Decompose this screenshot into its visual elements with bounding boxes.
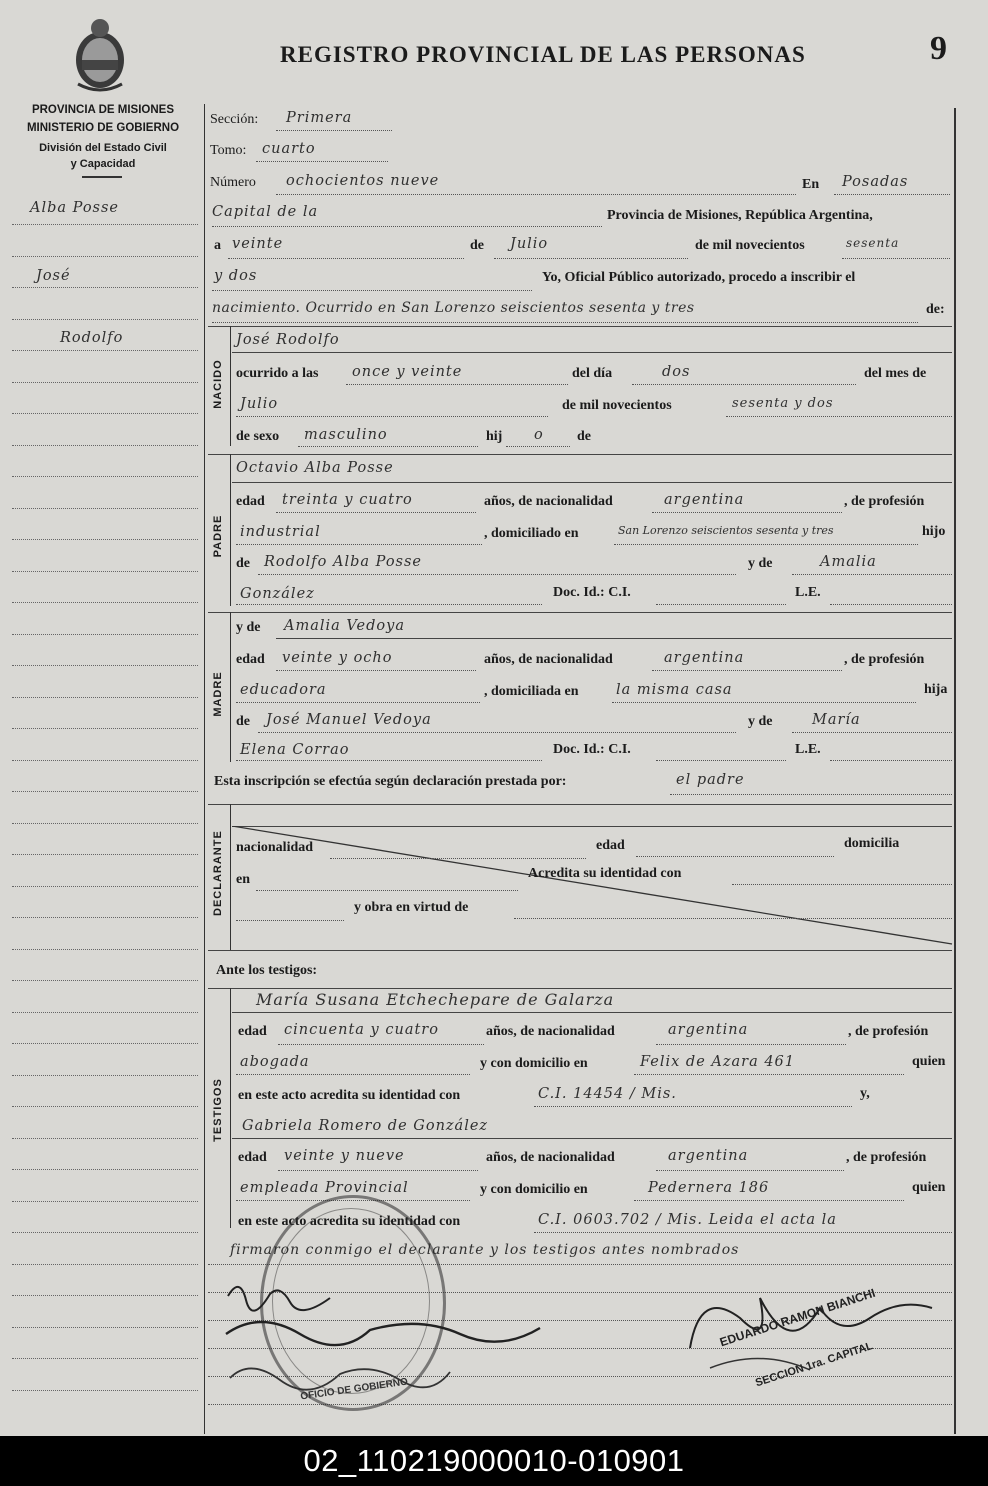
margin-line <box>12 728 198 729</box>
ministry-header: MINISTERIO DE GOBIERNO <box>26 122 180 134</box>
margin-line <box>12 1075 198 1076</box>
padre-doc-label: Doc. Id.: C.I. <box>553 585 631 600</box>
declarante-side-label: DECLARANTE <box>212 830 224 916</box>
t2-doc: C.I. 0603.702 / Mis. Leida el acta la <box>538 1212 837 1228</box>
t1-prof: abogada <box>240 1054 310 1070</box>
declarante-edad-label: edad <box>596 838 625 853</box>
declarante-nac-label: nacionalidad <box>236 840 314 855</box>
de2-label: de: <box>926 302 945 317</box>
madre-doc-label: Doc. Id.: C.I. <box>553 742 631 757</box>
hora-value: once y veinte <box>352 364 463 380</box>
t1-name: María Susana Etchechepare de Galarza <box>256 990 615 1009</box>
t1-nac: argentina <box>668 1022 749 1038</box>
officer-signature <box>670 1278 940 1398</box>
margin-line <box>12 256 198 257</box>
officer-stamp-section: SECCION 1ra. CAPITAL <box>754 1340 875 1390</box>
declaracion-label: Esta inscripción se efectúa según declaración prestada por: <box>214 774 567 789</box>
signature-scribbles <box>220 1276 560 1406</box>
page-title: REGISTRO PROVINCIAL DE LAS PERSONAS <box>280 42 806 67</box>
a-label: a <box>214 238 221 253</box>
margin-line <box>12 760 198 761</box>
margin-line <box>12 382 198 383</box>
padre-nac: argentina <box>664 492 745 508</box>
day-value: veinte <box>232 236 284 252</box>
margin-line <box>12 1358 198 1359</box>
margin-line <box>12 823 198 824</box>
madre-de-label: de <box>236 714 250 729</box>
en-value: Posadas <box>842 174 909 190</box>
t1-nac-label: años, de nacionalidad <box>486 1024 615 1039</box>
t2-name: Gabriela Romero de González <box>242 1118 489 1134</box>
mes-label: del mes de <box>864 366 927 381</box>
seccion-value: Primera <box>286 110 353 126</box>
t1-acred-label: en este acto acredita su identidad con <box>238 1088 461 1103</box>
margin-line <box>12 697 198 698</box>
province-header: PROVINCIA DE MISIONES <box>31 104 175 116</box>
t1-doc: C.I. 14454 / Mis. <box>538 1086 677 1102</box>
t2-edad-label: edad <box>238 1150 267 1165</box>
margin-line <box>12 1295 198 1296</box>
virtud-label: y obra en virtud de <box>354 900 469 915</box>
t2-dom: Pedernera 186 <box>648 1180 770 1196</box>
madre-dom: la misma casa <box>616 682 733 698</box>
margin-line <box>12 1043 198 1044</box>
padre-dom-label: , domiciliado en <box>484 526 579 541</box>
padre-nac-label: años, de nacionalidad <box>484 494 613 509</box>
padre-side-label: PADRE <box>212 514 224 558</box>
t2-nac-label: años, de nacionalidad <box>486 1150 615 1165</box>
margin-line <box>12 917 198 918</box>
margin-line <box>12 476 198 477</box>
hij-label: hij <box>486 429 503 444</box>
margin-line <box>12 665 198 666</box>
anio-value: sesenta y dos <box>732 396 834 411</box>
padre-dom: San Lorenzo seiscientos sesenta y tres <box>618 524 834 537</box>
numero-label: Número <box>210 175 256 190</box>
division-line2: y Capacidad <box>70 158 136 170</box>
padre-name: Octavio Alba Posse <box>236 460 394 476</box>
margin-line <box>12 350 198 351</box>
anio-label: de mil novecientos <box>562 398 672 413</box>
madre-madre-b: Elena Corrao <box>240 742 350 758</box>
margin-line <box>12 1327 198 1328</box>
margin-surname: Alba Posse <box>30 200 120 216</box>
margin-line <box>12 287 198 288</box>
officer-stamp-name: EDUARDO RAMON BIANCHI <box>718 1285 878 1350</box>
hij-value: o <box>534 427 544 443</box>
padre-de-label: de <box>236 556 250 571</box>
hija-label: hija <box>924 682 948 697</box>
declaracion-value: el padre <box>676 772 745 788</box>
margin-name1: José <box>36 268 71 284</box>
madre-nac: argentina <box>664 650 745 666</box>
t2-prof-label: , de profesión <box>846 1150 927 1165</box>
madre-edad: veinte y ocho <box>282 650 393 666</box>
de-label: de <box>470 238 484 253</box>
madre-yde-label: y de <box>236 620 261 635</box>
t1-edad: cincuenta y cuatro <box>284 1022 439 1038</box>
margin-line <box>12 602 198 603</box>
t2-prof: empleada Provincial <box>240 1180 409 1196</box>
t2-quien-label: quien <box>912 1180 946 1195</box>
margin-line <box>12 445 198 446</box>
margin-line <box>12 1201 198 1202</box>
padre-yde-label: y de <box>748 556 773 571</box>
margin-line <box>12 980 198 981</box>
padre-le-label: L.E. <box>795 585 821 600</box>
division-line1: División del Estado Civil <box>39 142 167 154</box>
madre-prof-label: , de profesión <box>844 652 925 667</box>
seccion-label: Sección: <box>210 112 259 127</box>
madre-yde2-label: y de <box>748 714 773 729</box>
declarante-en-label: en <box>236 872 250 887</box>
margin-line <box>12 224 198 225</box>
declarante-dom-label: domicilia <box>844 836 900 851</box>
ocurrido-label: ocurrido a las <box>236 366 319 381</box>
margin-line <box>12 1390 198 1391</box>
margin-name2: Rodolfo <box>60 330 124 346</box>
testigos-label: Ante los testigos: <box>216 963 318 978</box>
page-number: 9 <box>930 30 947 67</box>
numero-value: ochocientos nueve <box>286 173 440 189</box>
margin-line <box>12 1169 198 1170</box>
padre-edad: treinta y cuatro <box>282 492 413 508</box>
t1-dom-label: y con domicilio en <box>480 1056 588 1071</box>
padre-padre: Rodolfo Alba Posse <box>264 554 423 570</box>
sexo-value: masculino <box>304 427 388 443</box>
padre-madre-b: González <box>240 586 315 602</box>
margin-line <box>12 508 198 509</box>
nacido-side-label: NACIDO <box>212 359 224 409</box>
margin-line <box>12 571 198 572</box>
year-value-a: sesenta <box>846 236 900 250</box>
testigos-side-label: TESTIGOS <box>212 1078 224 1142</box>
madre-madre-a: María <box>812 712 861 728</box>
margin-line <box>12 949 198 950</box>
nacido-name: José Rodolfo <box>236 332 340 348</box>
margin-line <box>12 1264 198 1265</box>
madre-name: Amalia Vedoya <box>284 618 405 634</box>
margin-line <box>12 791 198 792</box>
padre-madre-a: Amalia <box>820 554 877 570</box>
province-label: Provincia de Misiones, República Argentina, <box>607 208 873 223</box>
t1-edad-label: edad <box>238 1024 267 1039</box>
madre-le-label: L.E. <box>795 742 821 757</box>
acredita-label: Acredita su identidad con <box>528 866 682 881</box>
mes-value: Julio <box>240 396 279 412</box>
sexo-label: de sexo <box>236 429 280 444</box>
oficial-label: Yo, Oficial Público autorizado, procedo a inscribir el <box>542 270 856 285</box>
madre-edad-label: edad <box>236 652 265 667</box>
margin-line <box>12 1232 198 1233</box>
footer-code: 02_110219000010-010901 <box>0 1436 988 1486</box>
margin-line <box>12 854 198 855</box>
hijo-label: hijo <box>922 524 946 539</box>
margin-line <box>12 413 198 414</box>
year-value-b: y dos <box>214 268 258 284</box>
margin-line <box>12 539 198 540</box>
dia-label: del día <box>572 366 613 381</box>
month-value: Julio <box>510 236 549 252</box>
t1-dom: Felix de Azara 461 <box>640 1054 795 1070</box>
margin-line <box>12 1106 198 1107</box>
t2-nac: argentina <box>668 1148 749 1164</box>
t2-edad: veinte y nueve <box>284 1148 405 1164</box>
margin-line <box>12 1138 198 1139</box>
madre-nac-label: años, de nacionalidad <box>484 652 613 667</box>
t2-dom-label: y con domicilio en <box>480 1182 588 1197</box>
margin-line <box>12 319 198 320</box>
t1-prof-label: , de profesión <box>848 1024 929 1039</box>
madre-dom-label: , domiciliada en <box>484 684 579 699</box>
coat-of-arms-icon <box>70 14 130 92</box>
padre-prof-label: , de profesión <box>844 494 925 509</box>
madre-padre: José Manuel Vedoya <box>266 712 432 728</box>
tomo-value: cuarto <box>262 141 316 157</box>
tomo-label: Tomo: <box>210 143 247 158</box>
madre-prof: educadora <box>240 682 327 698</box>
en-label: En <box>802 177 820 192</box>
margin-line <box>12 886 198 887</box>
nacido-de-label: de <box>577 429 591 444</box>
dia-value: dos <box>662 364 691 380</box>
cierre-text: firmaron conmigo el declarante y los testigos antes nombrados <box>230 1242 740 1258</box>
padre-prof: industrial <box>240 524 321 540</box>
margin-line <box>12 634 198 635</box>
t1-y-label: y, <box>860 1086 870 1101</box>
t2-acred-label: en este acto acredita su identidad con <box>238 1214 461 1229</box>
t1-quien-label: quien <box>912 1054 946 1069</box>
madre-side-label: MADRE <box>212 671 224 717</box>
padre-edad-label: edad <box>236 494 265 509</box>
acto-value: nacimiento. Ocurrido en San Lorenzo seiscientos sesenta y tres <box>212 300 695 316</box>
year-label: de mil novecientos <box>695 238 805 253</box>
city-value: Capital de la <box>212 204 319 220</box>
margin-line <box>12 1012 198 1013</box>
seal-text: OFICIO DE GOBIERNO <box>299 1376 409 1403</box>
